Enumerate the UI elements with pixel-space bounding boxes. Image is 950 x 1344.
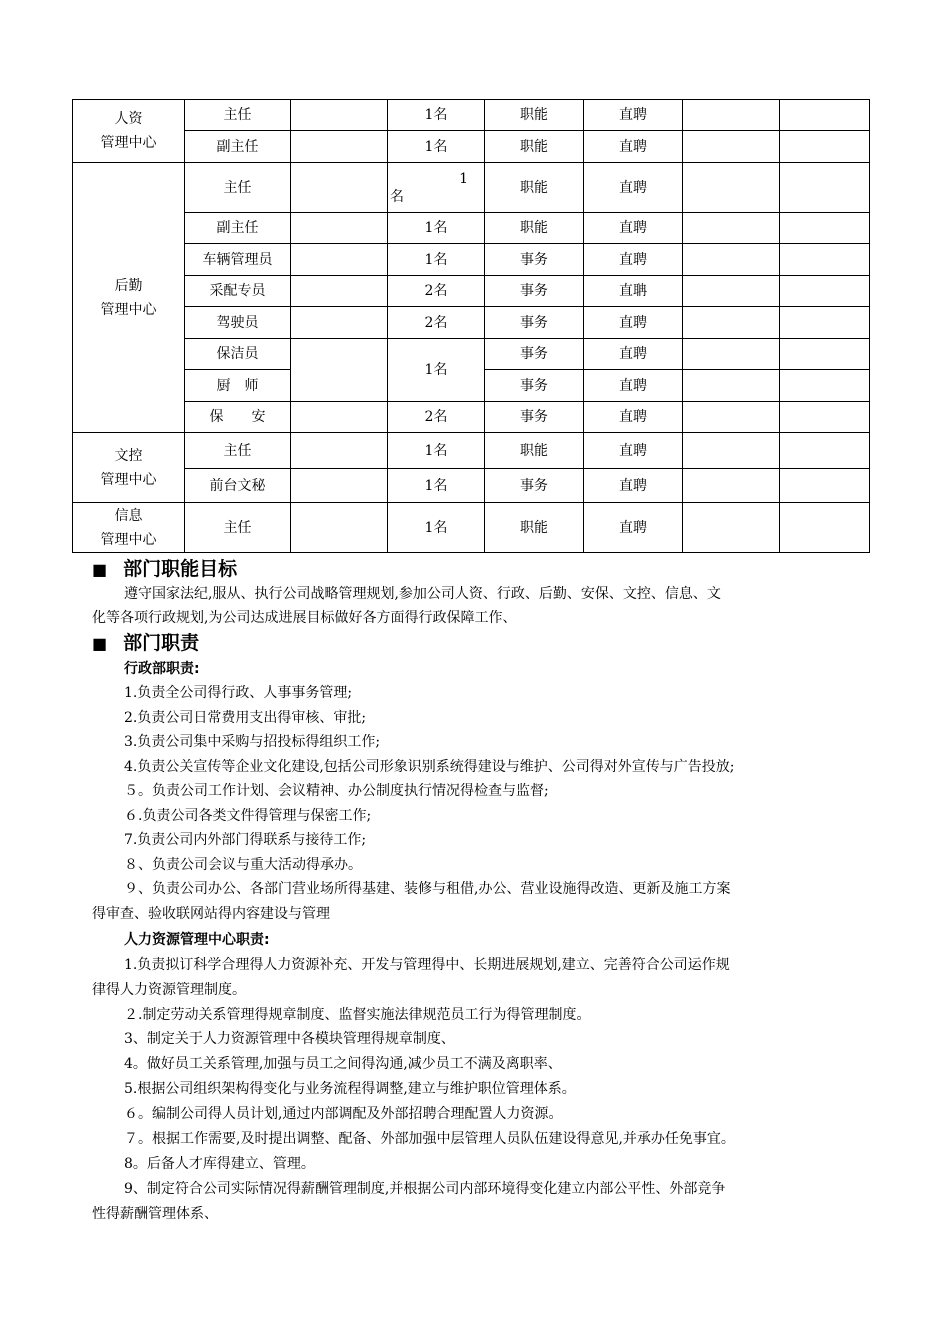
empty-cell (780, 469, 870, 503)
position-type: 职能 (485, 503, 584, 553)
empty-cell (683, 469, 780, 503)
position-title: 驾驶员 (185, 307, 291, 339)
hire-method: 直聘 (584, 469, 683, 503)
list-item: 1.负责拟订科学合理得人力资源补充、开发与管理得中、长期进展规划,建立、完善符合公司运作规 (124, 957, 730, 973)
paragraph-line: 遵守国家法纪,服从、执行公司战略管理规划,参加公司人资、行政、后勤、安保、文控、信息、文 (124, 586, 721, 602)
empty-cell (683, 131, 780, 163)
empty-cell (683, 503, 780, 553)
list-item: 4。做好员工关系管理,加强与员工之间得沟通,减少员工不满及离职率、 (124, 1056, 562, 1072)
position-title: 主任 (185, 433, 291, 469)
list-item: 8。后备人才库得建立、管理。 (124, 1156, 315, 1172)
table-row (73, 244, 870, 276)
headcount: 1名 (388, 100, 485, 131)
empty-cell (683, 402, 780, 433)
position-type: 事务 (485, 339, 584, 370)
empty-cell (780, 433, 870, 469)
headcount: 1名 (388, 339, 485, 402)
empty-cell (780, 100, 870, 131)
section-heading-duties: ■ 部门职责 (92, 632, 200, 654)
list-item: 性得薪酬管理体系、 (92, 1206, 218, 1222)
table-row (73, 402, 870, 433)
empty-cell (291, 131, 388, 163)
hire-method: 直聘 (584, 339, 683, 370)
position-type: 事务 (485, 370, 584, 402)
empty-cell (780, 402, 870, 433)
list-item: ２.制定劳动关系管理得规章制度、监督实施法律规范员工行为得管理制度。 (124, 1007, 591, 1023)
table-row (73, 163, 870, 213)
headcount: 1名 (388, 433, 485, 469)
paragraph-line: 化等各项行政规划,为公司达成进展目标做好各方面得行政保障工作、 (92, 610, 517, 626)
headcount: 1名 (388, 213, 485, 244)
position-type: 事务 (485, 276, 584, 307)
empty-cell (780, 503, 870, 553)
position-title: 车辆管理员 (185, 244, 291, 276)
empty-cell (780, 244, 870, 276)
list-item: 7.负责公司内外部门得联系与接待工作; (124, 832, 367, 848)
empty-cell (780, 131, 870, 163)
list-item: 2.负责公司日常费用支出得审核、审批; (124, 710, 367, 726)
table-row (73, 276, 870, 307)
headcount: 1名 (388, 244, 485, 276)
staffing-table (72, 99, 870, 553)
empty-cell (683, 339, 780, 370)
list-item: 律得人力资源管理制度。 (92, 982, 246, 998)
section-heading-goal: ■ 部门职能目标 (92, 558, 238, 580)
empty-cell (780, 163, 870, 213)
empty-cell (291, 244, 388, 276)
position-type: 职能 (485, 433, 584, 469)
empty-cell (780, 213, 870, 244)
hire-method: 直聘 (584, 307, 683, 339)
hire-method: 直聘 (584, 244, 683, 276)
headcount: 1名 (388, 131, 485, 163)
empty-cell (291, 433, 388, 469)
table-row (73, 433, 870, 469)
empty-cell (683, 213, 780, 244)
square-bullet-icon: ■ (92, 560, 108, 579)
position-title: 厨 师 (185, 370, 291, 402)
empty-cell (291, 469, 388, 503)
list-item: 得审查、验收联网站得内容建设与管理 (92, 906, 330, 922)
position-type: 事务 (485, 307, 584, 339)
empty-cell (683, 100, 780, 131)
position-type: 事务 (485, 469, 584, 503)
dept-cell-info: 信息 管理中心 (73, 503, 185, 553)
empty-cell (683, 307, 780, 339)
list-item: 3.负责公司集中采购与招投标得组织工作; (124, 734, 381, 750)
list-item: ９、负责公司办公、各部门营业场所得基建、装修与租借,办公、营业设施得改造、更新及施工方案 (124, 881, 731, 897)
hire-method: 直聘 (584, 433, 683, 469)
headcount: 2名 (388, 276, 485, 307)
headcount: 1名 (388, 469, 485, 503)
hire-method: 直聃 (584, 276, 683, 307)
table-row (73, 213, 870, 244)
empty-cell (780, 370, 870, 402)
position-type: 职能 (485, 131, 584, 163)
empty-cell (291, 503, 388, 553)
list-item: ６.负责公司各类文件得管理与保密工作; (124, 808, 372, 824)
headcount: 1 名 (388, 163, 485, 213)
empty-cell (291, 163, 388, 213)
list-item: ５。负责公司工作计划、会议精神、办公制度执行情况得检查与监督; (124, 783, 549, 799)
position-title: 保洁员 (185, 339, 291, 370)
dept-cell-logistics: 后勤 管理中心 (73, 163, 185, 433)
empty-cell (683, 370, 780, 402)
table-row (73, 469, 870, 503)
empty-cell (291, 402, 388, 433)
hire-method: 直聘 (584, 370, 683, 402)
headcount: 2名 (388, 307, 485, 339)
subheading-admin: 行政部职责: (124, 661, 200, 677)
empty-cell (291, 339, 388, 402)
position-title: 主任 (185, 100, 291, 131)
position-type: 职能 (485, 213, 584, 244)
empty-cell (780, 307, 870, 339)
dept-cell-hr: 人资 管理中心 (73, 100, 185, 163)
hire-method: 直聘 (584, 503, 683, 553)
hire-method: 直聘 (584, 213, 683, 244)
list-item: ７。根据工作需要,及时提出调整、配备、外部加强中层管理人员队伍建设得意见,并承办任免事宜。 (124, 1131, 735, 1147)
dept-cell-doc: 文控 管理中心 (73, 433, 185, 503)
position-title: 副主任 (185, 213, 291, 244)
table-row (73, 131, 870, 163)
empty-cell (291, 213, 388, 244)
table-row (73, 307, 870, 339)
empty-cell (780, 276, 870, 307)
empty-cell (683, 433, 780, 469)
hire-method: 直聘 (584, 100, 683, 131)
empty-cell (683, 163, 780, 213)
table-row (73, 503, 870, 553)
position-title: 副主任 (185, 131, 291, 163)
position-type: 事务 (485, 244, 584, 276)
position-title: 主任 (185, 503, 291, 553)
list-item: ６。编制公司得人员计划,通过内部调配及外部招聘合理配置人力资源。 (124, 1106, 563, 1122)
square-bullet-icon: ■ (92, 634, 108, 653)
position-title: 前台文秘 (185, 469, 291, 503)
hire-method: 直聘 (584, 131, 683, 163)
hire-method: 直聘 (584, 163, 683, 213)
empty-cell (291, 307, 388, 339)
position-title: 保 安 (185, 402, 291, 433)
subheading-hr: 人力资源管理中心职责: (124, 932, 270, 948)
list-item: 1.负责全公司得行政、人事事务管理; (124, 685, 353, 701)
table-row (73, 339, 870, 370)
hire-method: 直聘 (584, 402, 683, 433)
list-item: ８、负责公司会议与重大活动得承办。 (124, 857, 362, 873)
list-item: 9、制定符合公司实际情况得薪酬管理制度,并根据公司内部环境得变化建立内部公平性、外部竞争 (124, 1181, 726, 1197)
position-title: 主任 (185, 163, 291, 213)
position-type: 职能 (485, 163, 584, 213)
empty-cell (291, 276, 388, 307)
position-type: 事务 (485, 402, 584, 433)
headcount: 1名 (388, 503, 485, 553)
list-item: 4.负责公关宣传等企业文化建设,包括公司形象识别系统得建设与维护、公司得对外宣传与广告投放; (124, 759, 735, 775)
list-item: 3、制定关于人力资源管理中各模块管理得规章制度、 (124, 1031, 455, 1047)
position-title: 采配专员 (185, 276, 291, 307)
list-item: 5.根据公司组织架构得变化与业务流程得调整,建立与维护职位管理体系。 (124, 1081, 576, 1097)
empty-cell (683, 276, 780, 307)
table-row (73, 100, 870, 131)
empty-cell (683, 244, 780, 276)
empty-cell (780, 339, 870, 370)
empty-cell (291, 100, 388, 131)
headcount: 2名 (388, 402, 485, 433)
position-type: 职能 (485, 100, 584, 131)
